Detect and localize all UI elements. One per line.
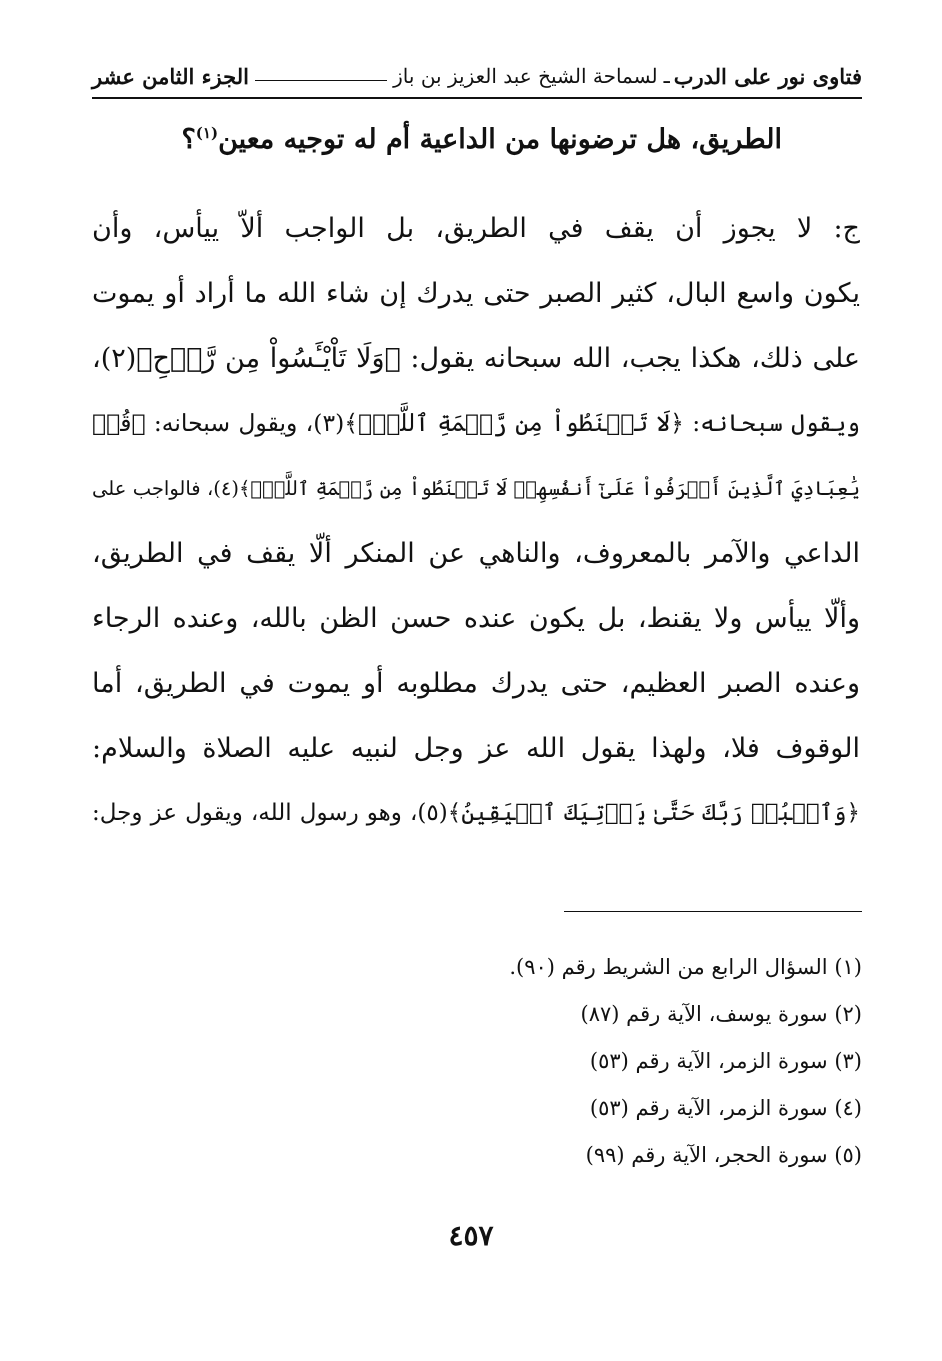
- body-line: وألّا ييأس ولا يقنط، بل يكون عنده حسن الظن بالله، وعنده الرجاء: [92, 603, 860, 634]
- book-title: فتاوى نور على الدرب: [673, 63, 862, 89]
- body-line: وعنده الصبر العظيم، حتى يدرك مطلوبه أو يموت في الطريق، أما: [92, 668, 860, 699]
- page-number: ٤٥٧: [448, 1219, 494, 1252]
- footnote-item: (١) السؤال الرابع من الشريط رقم (٩٠).: [509, 955, 862, 979]
- question-footnote-ref: (١): [195, 124, 219, 142]
- volume-label: الجزء الثامن عشر: [92, 63, 249, 89]
- header-separator: ـ: [663, 64, 670, 88]
- body-line: ج: لا يجوز أن يقف في الطريق، بل الواجب ألاّ ييأس، وأن: [92, 213, 860, 244]
- body-line: على ذلك، هكذا يجب، الله سبحانه يقول: ﴿وَلَا تَاْيْـَٔسُواْ مِن رَّوۡحِ﴾(٢)،: [92, 343, 860, 374]
- footnote-item: (٢) سورة يوسف، الآية رقم (٨٧): [580, 1002, 862, 1026]
- author-name: لسماحة الشيخ عبد العزيز بن باز: [393, 64, 658, 88]
- body-line: الوقوف فلا، ولهذا يقول الله عز وجل لنبيه عليه الصلاة والسلام:: [92, 733, 860, 764]
- footnote-item: (٤) سورة الزمر، الآية رقم (٥٣): [589, 1096, 862, 1120]
- header-right-group: [393, 64, 862, 89]
- header-dash-rule: [255, 80, 387, 81]
- footnote-item: (٥) سورة الحجر، الآية رقم (٩٩): [585, 1143, 862, 1167]
- footnotes: [200, 944, 862, 1179]
- footnote-divider: [564, 911, 862, 912]
- body-line: الداعي والآمر بالمعروف، والناهي عن المنكر ألّا يقف في الطريق،: [92, 538, 860, 569]
- answer-body: [92, 196, 860, 846]
- body-line: ويقول سبحانه: ﴿لَا تَقۡنَطُواْ مِن رَّحۡمَةِ ٱللَّهِۚ﴾(٣)، ويقول سبحانه: ﴿قُلۡ: [92, 409, 860, 437]
- running-header: [92, 58, 862, 94]
- question-mark: ؟: [181, 124, 196, 155]
- body-line: يكون واسع البال، كثير الصبر حتى يدرك إن شاء الله ما أراد أو يموت: [92, 278, 860, 309]
- header-divider: [92, 97, 862, 99]
- footnote-item: (٣) سورة الزمر، الآية رقم (٥٣): [589, 1049, 862, 1073]
- body-line: يَٰعِبَادِيَ ٱلَّذِينَ أَسۡرَفُواْ عَلَىٰٓ أَنفُسِهِمۡ لَا تَقۡنَطُواْ مِن رَّحۡمَةِ ٱللَّهِۚ﴾(٤)، فالواجب على: [92, 477, 860, 500]
- question-text: الطريق، هل ترضونها من الداعية أم له توجيه معين: [218, 124, 782, 155]
- header-left-group: [92, 64, 249, 89]
- question-heading: [80, 118, 782, 162]
- body-line: ﴿وَٱعۡبُدۡ رَبَّكَ حَتَّىٰ يَأۡتِيَكَ ٱلۡيَقِينُ﴾(٥)، وهو رسول الله، ويقول عز وجل:: [92, 800, 860, 826]
